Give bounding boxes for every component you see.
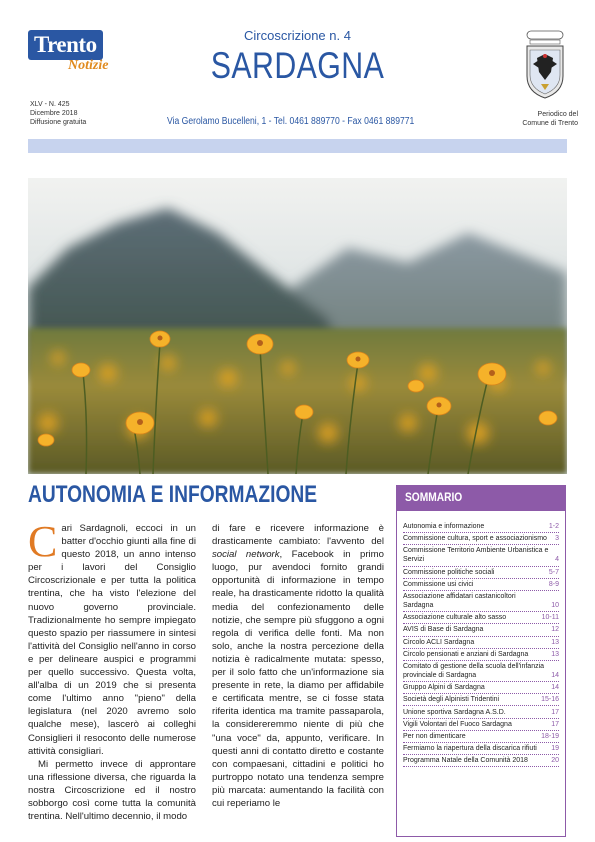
sommario-item-page: 3 [555,535,559,543]
article-column-2 [212,522,384,810]
paragraph-3-text-a: di fare e ricevere informazione è drasticamente cambiato: l'avvento del [212,523,384,548]
coat-of-arms-icon [521,28,569,102]
sommario-item-page: 18-19 [541,732,559,740]
sommario-item-title: Circolo ACLI Sardagna [403,638,475,646]
sommario-item-title: Autonomia e informazione [403,523,485,531]
periodico-line1: Periodico del [537,111,578,118]
sommario-item-page: 5-7 [548,568,559,576]
sommario-item-page: 15-16 [541,696,559,704]
sommario-item-page: 17 [551,720,559,728]
sommario-item-page: 14 [551,671,559,679]
sommario-item-page: 12 [551,626,559,634]
sommario-item-page: 8-9 [548,580,559,588]
sommario-item-title: Comitato di gestione della scuola dell'infanzia provinciale di Sardagna [403,662,545,679]
sommario-item[interactable] [403,649,559,661]
paragraph-3-emphasis: social network [212,549,280,561]
sommario-item[interactable] [403,612,559,624]
logo-sub: Notizie [68,58,109,73]
sommario-item-title: Circolo pensionati e anziani di Sardagna [403,650,529,658]
sommario-item[interactable] [403,661,559,682]
sommario-item-page: 4 [555,556,559,564]
sommario-item[interactable] [403,591,559,612]
paragraph-3-text-b: , Facebook in primo luogo, pur avendoci fornito grandi opportunità di informazione in tempo reale, ha drasticamente ridotto la qualità media del confezionamento delle notizie, che sempre più sfuggono a ogni regola di verifica delle fonti. Ma non solo, anche la nostra percezione della notizia è radicalmente mutata: spesso, per il solo fatto che un'informazione sia presente in rete, la diamo per affidabile e certificata mentre, se ci fosse stata riferita identica ma tramite passaparola, la considereremmo niente di più che "una voce" da, appunto, verificare. In questi anni di contatto diretto e costante con compaesani, cittadini e politici ho purtroppo notato una tendenza sempre più marcata: aumentando la facilità con cui reperiamo le [212,549,384,809]
issue-date: Dicembre 2018 [30,110,78,117]
periodico-line2: Comune di Trento [522,120,578,127]
trento-notizie-logo [28,30,133,78]
sommario-item-page: 17 [551,708,559,716]
sommario-item-title: Commissione cultura, sport e associazionismo [403,535,547,543]
article-column-1 [28,517,196,823]
sommario-item-title: Vigili Volontari del Fuoco Sardagna [403,720,512,728]
contact-address: Via Gerolamo Bucelleni, 1 - Tel. 0461 889770 - Fax 0461 889771 [167,116,415,127]
periodico-info [498,110,578,128]
sommario-item[interactable] [403,755,559,767]
sommario-item-page: 10 [551,602,559,610]
sommario-item-title: Associazione affidatari castanicoltori Sardagna [403,593,516,610]
sommario-item-title: Commissione usi civici [403,580,474,588]
sommario-item[interactable] [403,743,559,755]
cover-photo [28,178,567,474]
sommario-item-title: Per non dimenticare [403,732,466,740]
article-headline: AUTONOMIA E INFORMAZIONE [28,481,318,508]
circoscrizione-label: Circoscrizione n. 4 [244,28,351,43]
sommario-item-page: 13 [551,650,559,658]
sommario-item-title: Unione sportiva Sardagna A.S.D. [403,708,506,716]
header-band [28,139,567,153]
sommario-item-title: Commissione politiche sociali [403,568,495,576]
sommario-item-page: 10-11 [541,614,559,622]
article-paragraph-2: Mi permetto invece di approntare una riflessione diversa, che riguarda la nostra Circoscrizione ed il nostro sobborgo così come tutta la comunità trentina. Nell'ultimo decennio, il modo [28,758,196,823]
sommario-item-title: Associazione culturale alto sasso [403,614,507,622]
sommario-item[interactable] [403,521,559,533]
sommario-item-page: 13 [551,638,559,646]
sommario-item-title: Società degli Alpinisti Tridentini [403,696,500,704]
logo-main: Trento [28,30,103,60]
sommario-item[interactable] [403,682,559,694]
sommario-item-page: 14 [551,684,559,692]
sommario-item-title: Programma Natale della Comunità 2018 [403,757,528,765]
sommario-item-page: 20 [551,757,559,765]
sommario-item[interactable] [403,694,559,706]
sommario-item-title: AVIS di Base di Sardagna [403,626,484,634]
sommario-item[interactable] [403,624,559,636]
sommario-item[interactable] [403,706,559,718]
sommario-item-title: Gruppo Alpini di Sardagna [403,684,485,692]
sommario-item[interactable] [403,731,559,743]
sommario-item-page: 19 [551,745,559,753]
article-paragraph-3 [212,522,384,810]
drop-cap: C [28,517,58,566]
sommario-item[interactable] [403,533,559,545]
sommario-item-title: Commissione Territorio Ambiente Urbanistica e Servizi [403,547,549,564]
issue-distribution: Diffusione gratuita [30,119,87,126]
issue-number: XLV - N. 425 [30,101,70,108]
article-paragraph-1 [28,517,196,758]
sommario-list [397,511,565,767]
sommario-box [396,485,566,837]
sommario-item[interactable] [403,545,559,566]
sommario-title: SOMMARIO [405,490,463,504]
sommario-item[interactable] [403,637,559,649]
sommario-item[interactable] [403,579,559,591]
sommario-item[interactable] [403,567,559,579]
issue-info [30,100,86,127]
sommario-header [397,486,565,511]
page-title: SARDAGNA [210,45,385,86]
sommario-item-page: 1-2 [548,523,559,531]
paragraph-1-text: ari Sardagnoli, eccoci in un batter d'occhio giunti alla fine di questo 2018, un anno intenso per i lavori del Consiglio Circoscrizionale e per tutta la politica trentina, che ha visto l'elezione del nuovo governo provinciale. Tradizionalmente ho sempre impiegato questo spazio per riassumere in sintesi l'attività del Consiglio nell'anno in corso e per delineare auspici e programmi per quello successivo. Questa volta, all'alba di un 2019 che si presenta come l'ultimo anno "pieno" della legislatura (nel 2020 avremo solo qualche mese), lascerò ai colleghi Consiglieri il resoconto delle numerose attività consigliari. [28,523,196,757]
sommario-item[interactable] [403,719,559,731]
sommario-item-title: Fermiamo la riapertura della discarica rifiuti [403,745,537,753]
